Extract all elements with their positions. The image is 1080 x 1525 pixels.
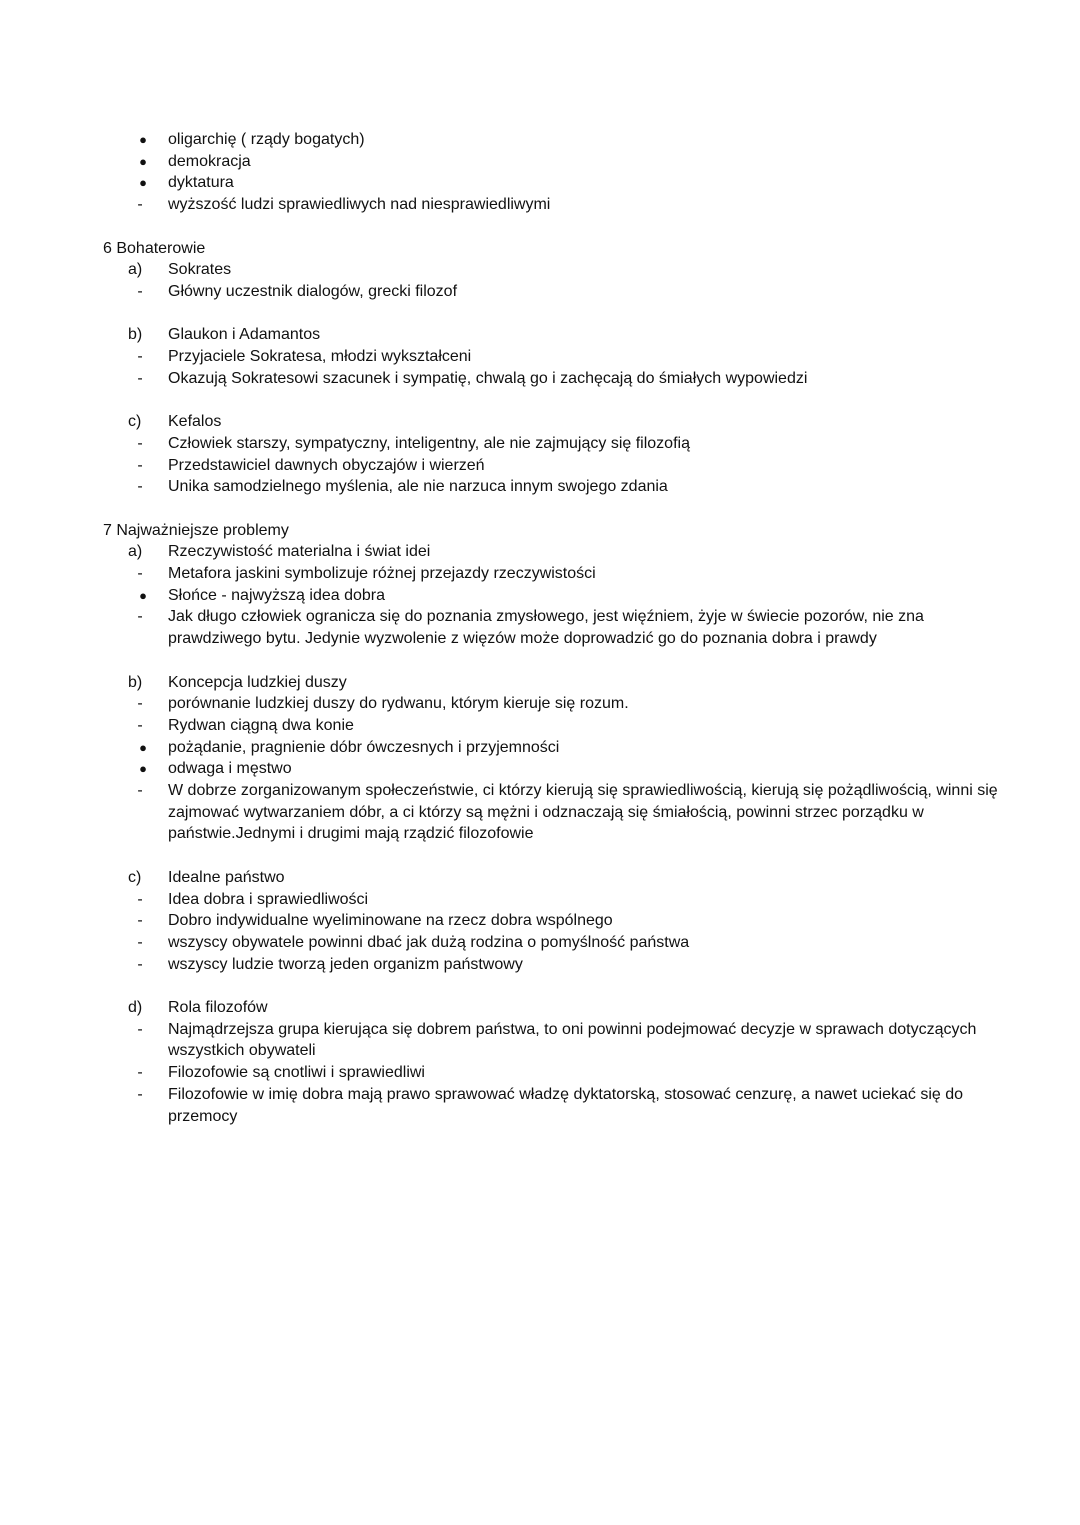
bullet-icon: ● [139,739,147,755]
dash-marker: - [137,955,143,973]
subsection-item [0,867,1080,889]
list-item-text: Metafora jaskini symbolizuje różnej przejazdy rzeczywistości [168,565,596,582]
list-item-text: Przyjaciele Sokratesa, młodzi wykształceni [168,348,472,365]
list-letter: d) [128,999,143,1017]
list-item-text: Rydwan ciągną dwa konie [168,716,354,734]
list-item-text: Dobro indywidualne wyeliminowane na rzecz dobra wspólnego [168,912,613,930]
list-item-text: pożądanie, pragnienie dóbr ówczesnych i przyjemności [168,738,560,756]
list-item-text: Słońce - najwyższą idea dobra [168,586,386,604]
list-item [0,151,1080,173]
subsection-item [0,541,1080,563]
list-item [0,346,1080,368]
dash-marker: - [137,608,143,626]
list-item-text: Rzeczywistość materialna i świat idei [168,543,431,561]
list-item [0,1019,1080,1062]
subsection-item [0,411,1080,433]
list-item-text: Unika samodzielnego myślenia, ale nie narzuca innym swojego zdania [168,478,668,496]
list-item [0,954,1080,976]
list-item-text: Idealne państwo [168,868,285,886]
list-letter: a) [128,261,143,279]
dash-marker: - [137,1020,143,1038]
list-item [0,758,1080,780]
list-item-text: Jak długo człowiek ogranicza się do poznania zmysłowego, jest więźniem, żyje w świecie pozorów, nie zna prawdziwego bytu. Jedynie wyzwolenie z więzów może doprowadzić go do poznania dobra i prawdy [168,608,924,648]
dash-marker: - [137,196,143,214]
list-item-text: Główny uczestnik dialogów, grecki filozof [168,282,458,300]
bullet-icon: ● [139,587,147,603]
list-item [0,563,1080,585]
subsection-item [0,324,1080,346]
dash-marker: - [137,434,143,452]
list-letter: b) [128,326,143,344]
list-item-text: Glaukon i Adamantos [168,326,321,344]
blank-line [0,389,1080,411]
list-item-text: Rola filozofów [168,999,268,1017]
section-heading: 6 Bohaterowie [103,239,206,257]
dash-marker: - [137,1064,143,1082]
section-heading: 7 Najważniejsze problemy [103,521,289,539]
subsection-item [0,259,1080,281]
list-item-text: Przedstawiciel dawnych obyczajów i wierzeń [168,456,485,474]
bullet-icon: ● [139,153,147,169]
list-letter: a) [128,543,143,561]
list-item-text: Filozofowie w imię dobra mają prawo sprawować władzę dyktatorską, stosować cenzurę, a nawet uciekać się do przemocy [168,1085,964,1125]
list-item [0,194,1080,216]
list-item [0,780,1080,845]
bullet-icon: ● [139,175,147,191]
list-item [0,281,1080,303]
list-letter: c) [128,868,142,886]
list-item [0,172,1080,194]
list-letter: b) [128,673,143,691]
bullet-icon: ● [139,761,147,777]
list-item [0,606,1080,649]
dash-marker: - [137,782,143,800]
list-item-text: Filozofowie są cnotliwi i sprawiedliwi [168,1064,425,1082]
list-item-text: Sokrates [168,261,232,279]
list-item-text: porównanie ludzkiej duszy do rydwanu, którym kieruje się rozum. [168,695,629,713]
dash-marker: - [137,933,143,951]
list-item-text: dyktatura [168,174,234,192]
dash-marker: - [137,695,143,713]
list-item-text: Koncepcja ludzkiej duszy [168,673,347,691]
subsection-item [0,672,1080,694]
blank-line [0,650,1080,672]
list-item [0,932,1080,954]
list-item [0,129,1080,151]
list-item [0,585,1080,607]
list-item-text: wszyscy ludzie tworzą jeden organizm państwowy [168,955,523,973]
list-item-text: wyższość ludzi sprawiedliwych nad niesprawiedliwymi [168,196,551,214]
dash-marker: - [137,912,143,930]
list-item-text: demokracja [168,152,251,170]
list-item-text: Najmądrzejsza grupa kierująca się dobrem państwa, to oni powinni podejmować decyzje w sprawach dotyczących wszystkich obywateli [168,1020,977,1060]
dash-marker: - [137,890,143,908]
subsection-item [0,997,1080,1019]
list-item [0,737,1080,759]
list-item-text: Kefalos [168,413,222,431]
list-item [0,889,1080,911]
list-item [0,693,1080,715]
dash-marker: - [137,282,143,300]
dash-marker: - [137,478,143,496]
blank-line [0,845,1080,867]
blank-line [0,975,1080,997]
list-item-text: oligarchię ( rządy bogatych) [168,131,365,148]
list-item-text: odwaga i męstwo [168,760,292,778]
list-item [0,1062,1080,1084]
list-item [0,455,1080,477]
blank-line [0,303,1080,325]
dash-marker: - [137,456,143,474]
list-item [0,476,1080,498]
list-item-text: Okazują Sokratesowi szacunek i sympatię, chwalą go i zachęcają do śmiałych wypowiedzi [168,369,808,387]
blank-line [0,216,1080,238]
bullet-icon: ● [139,132,147,147]
list-item-text: Człowiek starszy, sympatyczny, inteligentny, ale nie zajmujący się filozofią [168,434,690,452]
list-letter: c) [128,413,142,431]
list-item [0,715,1080,737]
list-item-text: W dobrze zorganizowanym społeczeństwie, ci którzy kierują się sprawiedliwością, kierują się pożądliwością, winni się zajmować wytwarzaniem dóbr, a ci którzy są mężni i odznaczają się śmiałością, powinni strzec porządku w państwie.Jednymi i drugimi mają rządzić filozofowie [168,782,998,843]
list-item [0,433,1080,455]
list-item [0,368,1080,390]
dash-marker: - [137,716,143,734]
list-item [0,910,1080,932]
dash-marker: - [137,565,143,582]
blank-line [0,498,1080,520]
dash-marker: - [137,369,143,387]
dash-marker: - [137,348,143,365]
dash-marker: - [137,1085,143,1103]
list-item-text: wszyscy obywatele powinni dbać jak dużą rodzina o pomyślność państwa [168,933,690,951]
list-item [0,1084,1080,1127]
list-item-text: Idea dobra i sprawiedliwości [168,890,369,908]
